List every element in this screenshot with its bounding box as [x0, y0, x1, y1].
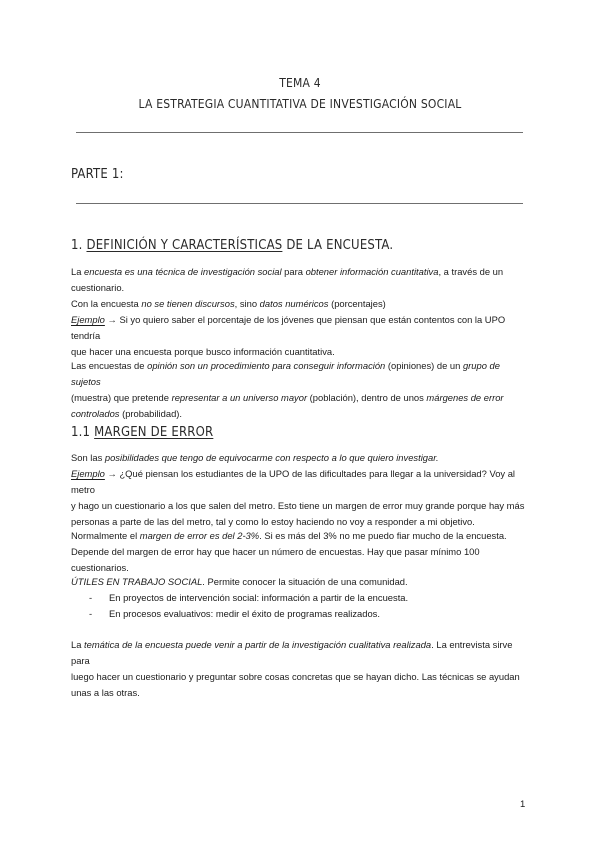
- paragraph-example-upo: Ejemplo → Si yo quiero saber el porcentaje de los jóvenes que piensan que están contentos con la UPO tendría que hacer una encuesta porque busco información cuantitativa.: [71, 314, 506, 357]
- list-item: - En proyectos de intervención social: información a partir de la encuesta.: [89, 592, 409, 603]
- paragraph-opinion-surveys: Las encuestas de opinión son un procedimiento para conseguir información (opiniones) de un grupo de sujetos (muestra) que pretende representar a un universo mayor (población), dentro de unos márgenes de error controlados (probabilidad).: [71, 360, 504, 419]
- divider-middle: [76, 203, 523, 204]
- page-number: 1: [520, 799, 526, 810]
- paragraph-definition: La encuesta es una técnica de investigación social para obtener información cuantitativa, a través de un cuestionario.: [71, 266, 504, 293]
- paragraph-no-discourse: Con la encuesta no se tienen discursos, sino datos numéricos (porcentajes): [71, 298, 386, 309]
- part-label: PARTE 1:: [71, 167, 124, 182]
- document-subtitle: LA ESTRATEGIA CUANTITATIVA DE INVESTIGACIÓN SOCIAL: [138, 97, 462, 111]
- section-heading-rest: DE LA ENCUESTA.: [282, 238, 394, 253]
- section-heading-1: [71, 238, 393, 253]
- subsection-number: 1.1: [71, 425, 91, 440]
- subsection-title: MARGEN DE ERROR: [94, 425, 214, 440]
- section-heading-1-1: [71, 425, 213, 440]
- section-number: 1.: [71, 238, 83, 253]
- topic-title: TEMA 4: [279, 76, 321, 90]
- paragraph-margin-error: Son las posibilidades que tengo de equivocarme con respecto a lo que quiero investigar. Ejemplo → ¿Qué piensan los estudiantes de la UPO de las dificultades para llegar a la universidad? Voy al metro y hago un cuestionario a los que salen del metro. Esto tiene un margen de error muy grande porque hay más personas a parte de las del metro, tal y como lo estoy haciendo no voy a responder a mi objetivo.: [71, 452, 525, 527]
- list-item: - En procesos evaluativos: medir el éxito de programas realizados.: [89, 608, 380, 619]
- divider-top: [76, 132, 523, 133]
- section-heading-underlined: DEFINICIÓN Y CARACTERÍSTICAS: [86, 238, 283, 253]
- paragraph-thematic: La temática de la encuesta puede venir a partir de la investigación cualitativa realizada. La entrevista sirve para luego hacer un cuestionario y preguntar sobre cosas concretas que se hayan dicho. Las técnicas se ayudan unas a las otras.: [71, 639, 520, 698]
- paragraph-social-work: ÚTILES EN TRABAJO SOCIAL. Permite conocer la situación de una comunidad.: [71, 576, 408, 587]
- paragraph-margin-values: Normalmente el margen de error es del 2-3%. Si es más del 3% no me puedo fiar mucho de la encuesta. Depende del margen de error hay que hacer un número de encuestas. Hay que pasar mínimo 100 cuestionarios.: [71, 530, 507, 573]
